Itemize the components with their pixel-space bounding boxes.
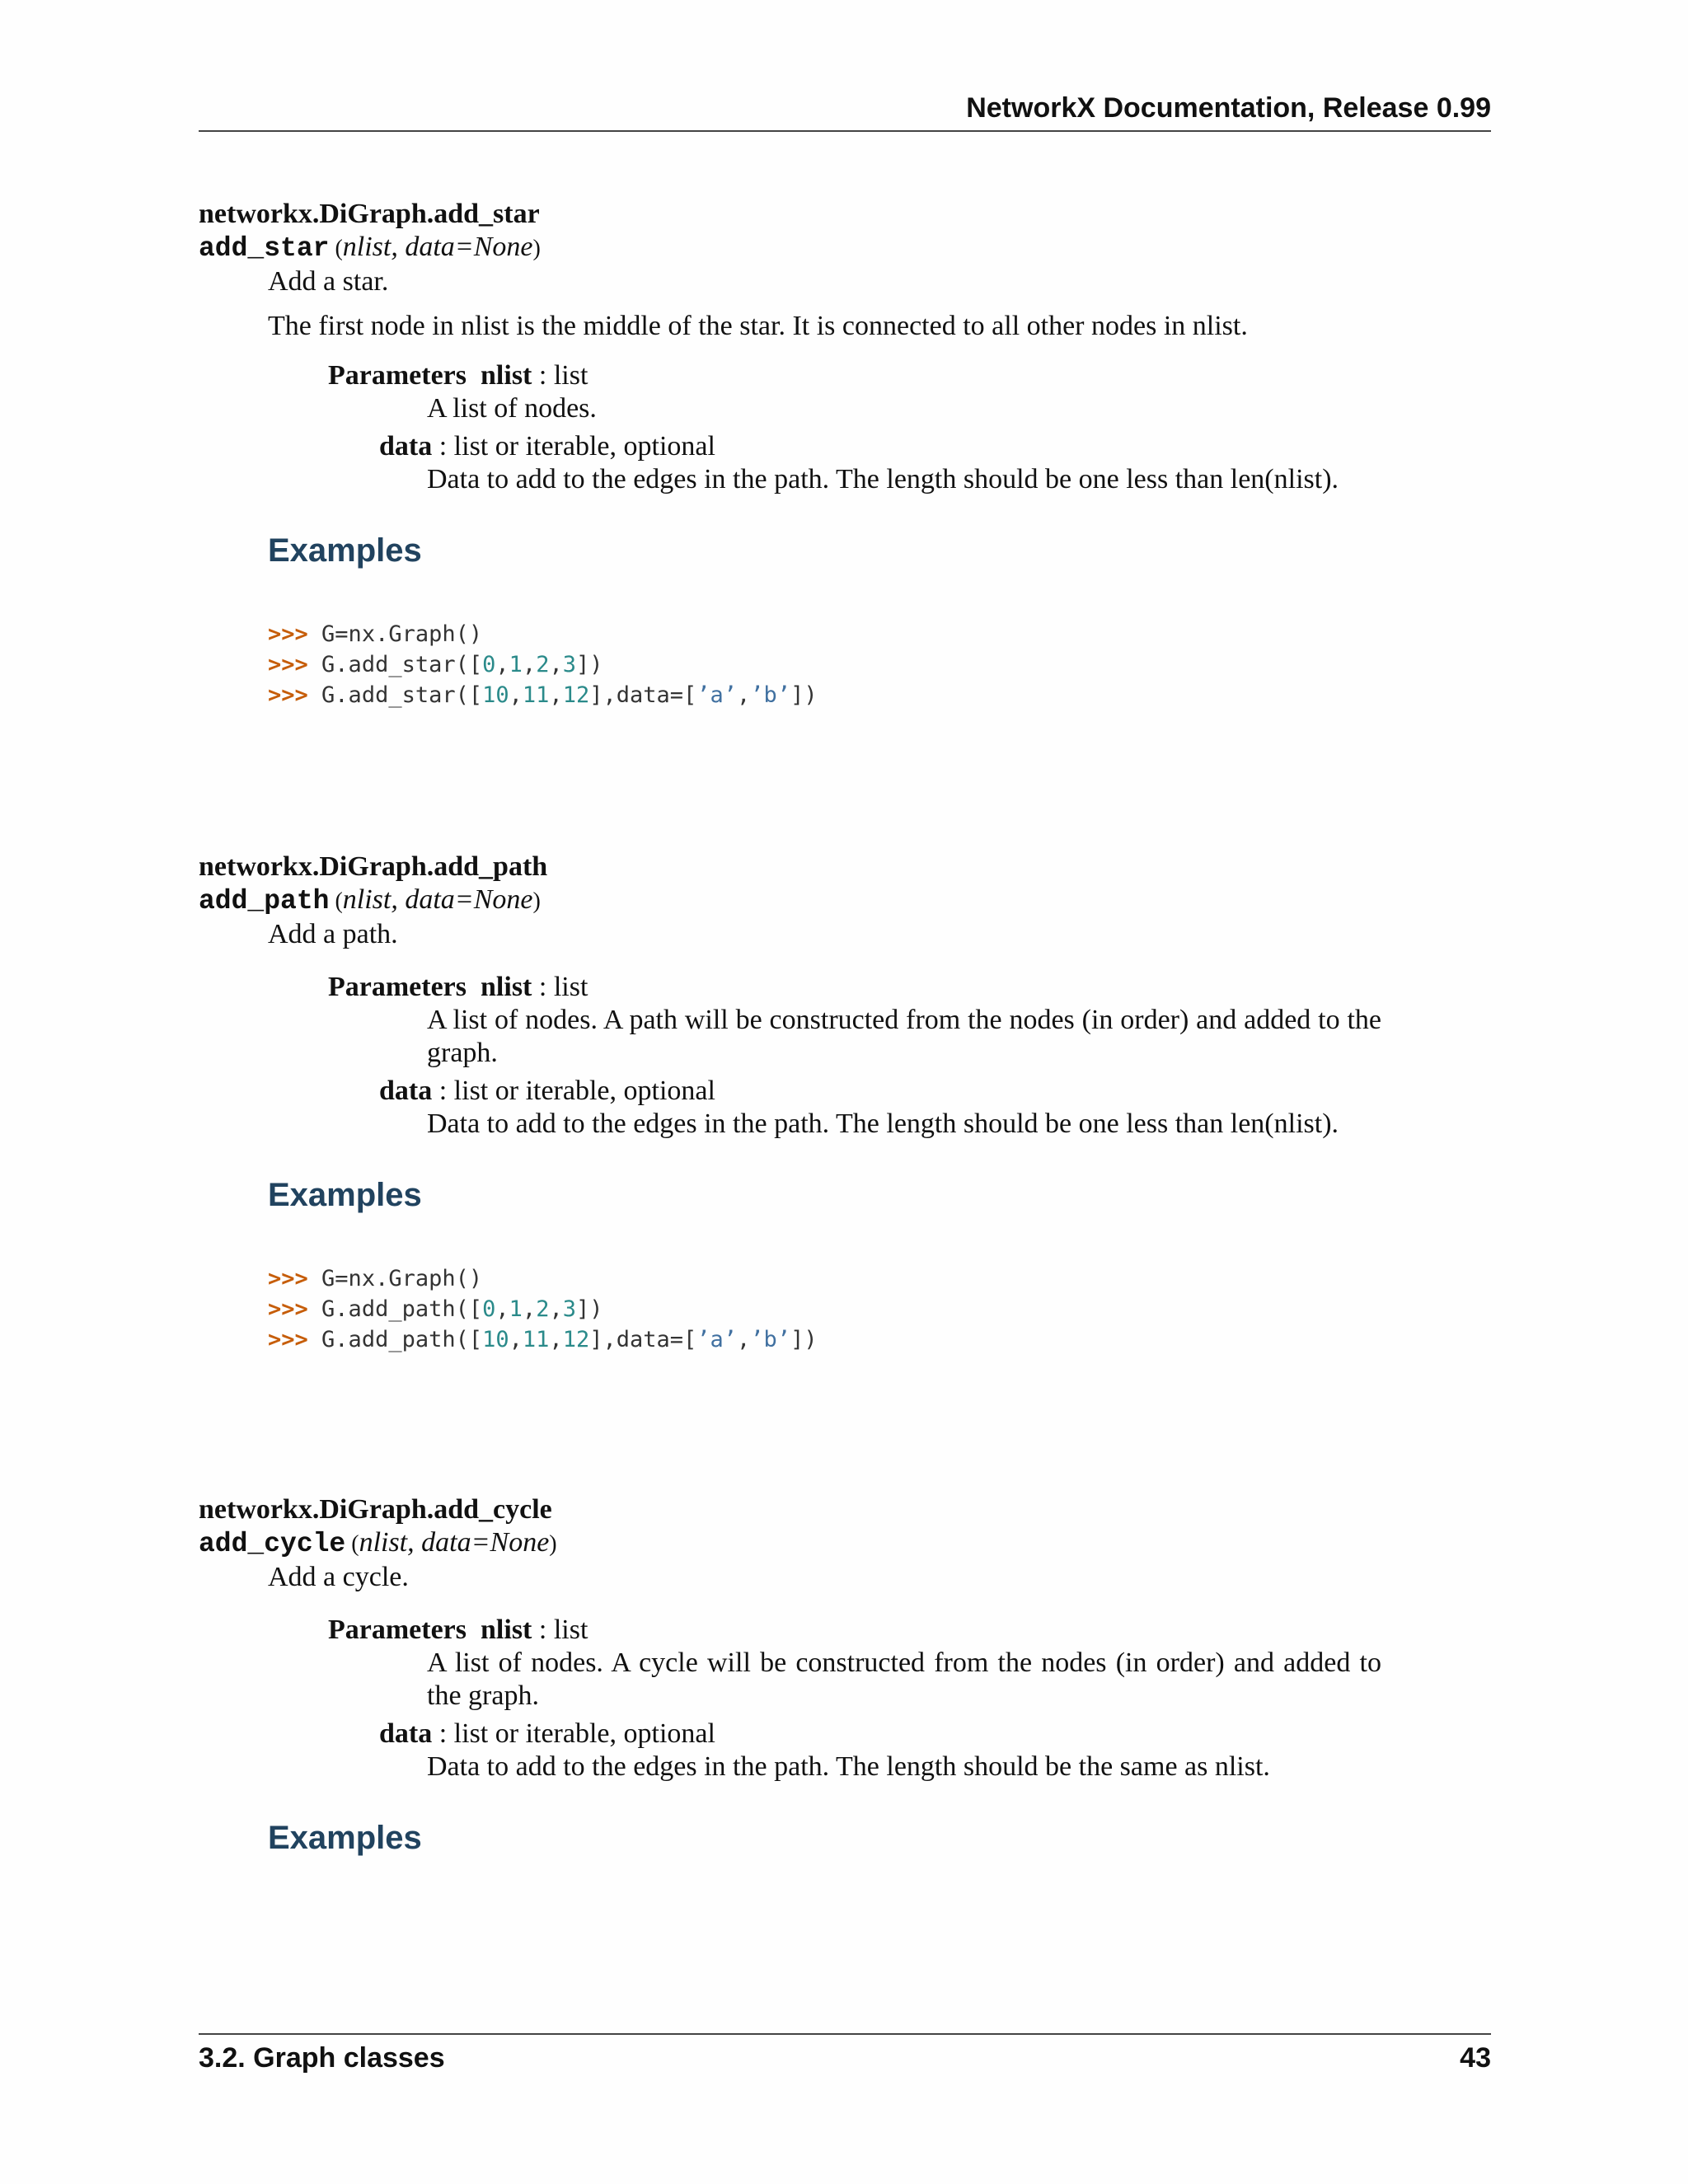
code-block: >>> G=nx.Graph() >>> G.add_star([0,1,2,3]) >>> G.add_star([10,11,12],data=[’a’,’b’]) bbox=[268, 621, 818, 708]
function-summary: Add a cycle. bbox=[268, 1562, 409, 1592]
param-description: A list of nodes. A cycle will be constructed from the nodes (in order) and added to the graph. bbox=[427, 1647, 1381, 1711]
param-name: data bbox=[379, 1076, 433, 1106]
param-name: nlist bbox=[481, 1615, 532, 1645]
code-prompt: >>> bbox=[268, 682, 308, 708]
param-description: Data to add to the edges in the path. The length should be one less than len(nlist). bbox=[427, 464, 1339, 494]
function-signature bbox=[199, 883, 1491, 918]
add-path-section bbox=[199, 851, 1491, 1355]
code-prompt: >>> bbox=[268, 1296, 308, 1322]
function-name: add_path bbox=[199, 886, 330, 916]
running-header: NetworkX Documentation, Release 0.99 bbox=[966, 92, 1491, 124]
examples-heading: Examples bbox=[268, 1177, 422, 1213]
close-paren: ) bbox=[549, 1531, 557, 1557]
function-args: nlist, data=None bbox=[342, 884, 533, 915]
footer-rule bbox=[199, 2033, 1491, 2035]
param-description: Data to add to the edges in the path. The length should be the same as nlist. bbox=[427, 1751, 1270, 1782]
open-paren: ( bbox=[329, 236, 343, 261]
function-name: add_cycle bbox=[199, 1529, 346, 1559]
function-fullname: networkx.DiGraph.add_cycle bbox=[199, 1494, 552, 1525]
function-description: The first node in nlist is the middle of the star. It is connected to all other nodes in nlist. bbox=[268, 311, 1248, 341]
parameters-label: Parameters bbox=[328, 360, 467, 391]
page-number: 43 bbox=[1460, 2042, 1491, 2074]
param-name: nlist bbox=[481, 972, 532, 1002]
param-type: : list or iterable, optional bbox=[432, 1718, 715, 1749]
code-prompt: >>> bbox=[268, 1327, 308, 1352]
param-type: : list bbox=[532, 360, 588, 391]
function-args: nlist, data=None bbox=[359, 1527, 550, 1558]
parameters-block bbox=[328, 1614, 1441, 1783]
param-name: data bbox=[379, 431, 433, 462]
open-paren: ( bbox=[345, 1531, 359, 1557]
parameters-label: Parameters bbox=[328, 1615, 467, 1645]
code-prompt: >>> bbox=[268, 1266, 308, 1291]
function-fullname: networkx.DiGraph.add_star bbox=[199, 199, 540, 229]
code-prompt: >>> bbox=[268, 621, 308, 647]
param-type: : list bbox=[532, 972, 588, 1002]
function-summary: Add a path. bbox=[268, 919, 398, 949]
param-name: nlist bbox=[481, 360, 532, 391]
code-prompt: >>> bbox=[268, 652, 308, 677]
parameters-label: Parameters bbox=[328, 972, 467, 1002]
add-star-section bbox=[199, 198, 1491, 710]
param-type: : list or iterable, optional bbox=[432, 1076, 715, 1106]
code-block: >>> G=nx.Graph() >>> G.add_path([0,1,2,3]) >>> G.add_path([10,11,12],data=[’a’,’b’]) bbox=[268, 1266, 818, 1352]
function-summary: Add a star. bbox=[268, 266, 389, 297]
header-rule bbox=[199, 130, 1491, 132]
footer-section-title: 3.2. Graph classes bbox=[199, 2042, 445, 2074]
close-paren: ) bbox=[532, 236, 541, 261]
function-fullname: networkx.DiGraph.add_path bbox=[199, 851, 548, 882]
param-description: A list of nodes. A path will be constructed from the nodes (in order) and added to the graph. bbox=[427, 1005, 1381, 1068]
function-signature bbox=[199, 231, 1491, 265]
param-description: A list of nodes. bbox=[427, 393, 597, 424]
add-cycle-section bbox=[199, 1493, 1491, 1857]
close-paren: ) bbox=[532, 888, 541, 914]
parameters-block bbox=[328, 359, 1441, 496]
examples-heading: Examples bbox=[268, 1820, 422, 1856]
param-description: Data to add to the edges in the path. The length should be one less than len(nlist). bbox=[427, 1108, 1339, 1139]
param-name: data bbox=[379, 1718, 433, 1749]
parameters-block bbox=[328, 971, 1441, 1141]
function-args: nlist, data=None bbox=[342, 232, 533, 262]
function-signature bbox=[199, 1526, 1491, 1561]
examples-heading: Examples bbox=[268, 532, 422, 569]
param-type: : list or iterable, optional bbox=[432, 431, 715, 462]
param-type: : list bbox=[532, 1615, 588, 1645]
open-paren: ( bbox=[329, 888, 343, 914]
function-name: add_star bbox=[199, 233, 330, 264]
